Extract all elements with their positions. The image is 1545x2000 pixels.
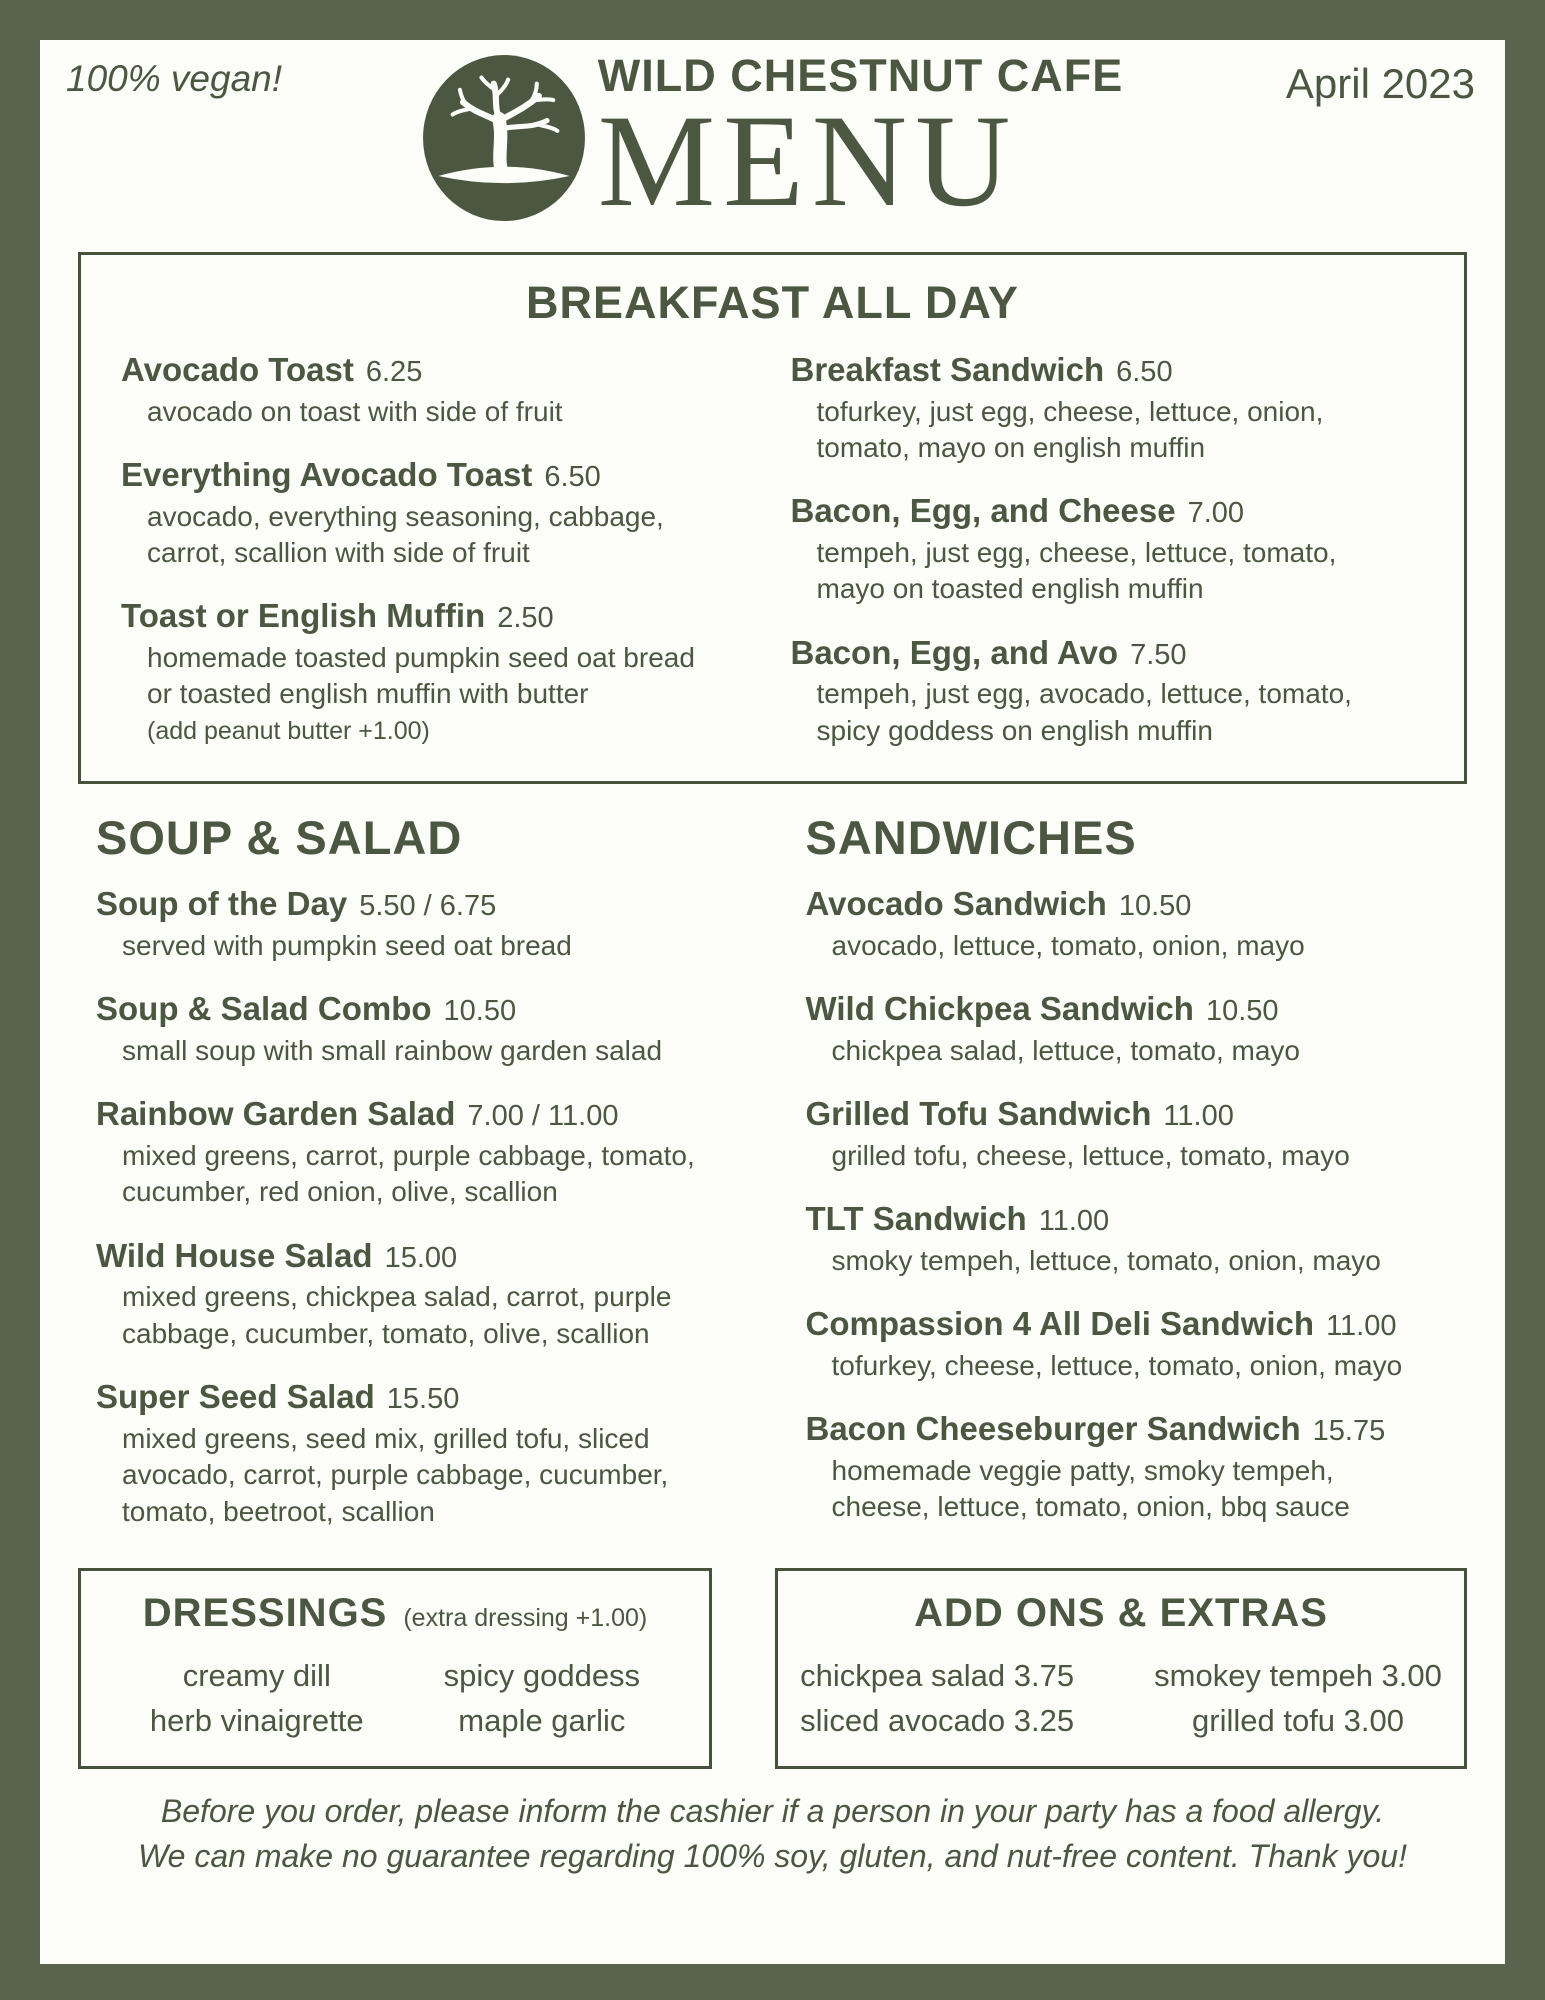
item-price: 7.50 — [1130, 638, 1187, 671]
list-item: grilled tofu 3.00 — [1192, 1702, 1404, 1738]
menu-item — [121, 458, 755, 571]
issue-date: April 2023 — [1285, 60, 1475, 107]
item-name: Bacon, Egg, and Cheese — [790, 492, 1176, 530]
menu-item — [790, 633, 1435, 749]
item-price: 11.00 — [1038, 1205, 1110, 1238]
menu-item — [96, 992, 758, 1069]
item-name: TLT Sandwich — [805, 1200, 1027, 1238]
item-desc: tofurkey, cheese, lettuce, tomato, onion, mayo — [831, 1350, 1403, 1382]
item-price: 11.00 — [1326, 1310, 1397, 1343]
item-name: Everything Avocado Toast — [121, 456, 533, 494]
section-title: SOUP & SALAD — [96, 811, 463, 865]
item-name: Soup & Salad Combo — [96, 990, 432, 1028]
item-name: Compassion 4 All Deli Sandwich — [805, 1305, 1315, 1343]
item-price: 2.50 — [497, 602, 554, 635]
allergy-note-line2: We can make no guarantee regarding 100% soy, gluten, and nut-free content. Thank you! — [138, 1837, 1407, 1874]
menu-item — [121, 599, 755, 747]
addons-column-1 — [800, 1654, 1074, 1744]
item-name: Bacon Cheeseburger Sandwich — [805, 1410, 1301, 1448]
list-item: smokey tempeh 3.00 — [1154, 1657, 1442, 1693]
item-price: 10.50 — [1205, 995, 1279, 1028]
menu-item — [96, 1236, 758, 1352]
item-price: 6.50 — [544, 461, 601, 494]
menu-title: MENU — [597, 86, 1019, 234]
item-desc: small soup with small rainbow garden salad — [122, 1034, 663, 1066]
list-item: spicy goddess — [443, 1657, 641, 1693]
soup-salad-section — [78, 811, 758, 1558]
item-name: Grilled Tofu Sandwich — [805, 1095, 1152, 1133]
item-name: Toast or English Muffin — [121, 597, 486, 635]
item-name: Avocado Toast — [121, 351, 354, 388]
addons-box — [775, 1568, 1467, 1769]
item-desc: chickpea salad, lettuce, tomato, mayo — [831, 1034, 1300, 1066]
item-desc: tempeh, just egg, cheese, lettuce, tomato, mayo on toasted english muffin — [816, 537, 1337, 605]
dressings-column-2 — [444, 1654, 640, 1744]
addons-column-2 — [1154, 1654, 1442, 1744]
section-title: SANDWICHES — [805, 811, 1137, 865]
item-price: 11.00 — [1163, 1100, 1234, 1133]
item-price: 6.50 — [1116, 356, 1173, 388]
item-price: 7.00 — [1187, 497, 1245, 530]
menu-item — [96, 1380, 758, 1530]
menu-page — [40, 40, 1505, 1964]
item-price: 6.25 — [365, 356, 423, 388]
item-desc: mixed greens, chickpea salad, carrot, purple cabbage, cucumber, tomato, olive, scallion — [122, 1281, 672, 1349]
item-price: 15.75 — [1312, 1415, 1386, 1448]
sandwiches-section — [788, 811, 1468, 1558]
item-name: Super Seed Salad — [96, 1378, 375, 1416]
breakfast-left-column — [111, 353, 755, 777]
allergy-note — [40, 1789, 1505, 1879]
box-title: DRESSINGS — [142, 1590, 388, 1635]
list-item: maple garlic — [458, 1702, 626, 1738]
dressings-box — [78, 1568, 712, 1769]
item-price: 15.50 — [386, 1383, 460, 1416]
box-title: ADD ONS & EXTRAS — [914, 1590, 1328, 1635]
item-desc: mixed greens, carrot, purple cabbage, tomato, cucumber, red onion, olive, scallion — [122, 1139, 695, 1208]
item-name: Wild House Salad — [96, 1236, 373, 1274]
item-name: Rainbow Garden Salad — [96, 1095, 456, 1133]
item-desc: avocado on toast with side of fruit — [147, 395, 563, 427]
menu-item — [806, 1307, 1468, 1384]
item-desc: smoky tempeh, lettuce, tomato, onion, mayo — [831, 1245, 1381, 1276]
section-title: BREAKFAST ALL DAY — [526, 277, 1019, 328]
logo-lockup — [40, 49, 1505, 234]
list-item: chickpea salad 3.75 — [800, 1657, 1075, 1693]
header — [40, 40, 1505, 252]
item-price: 7.00 / 11.00 — [467, 1100, 619, 1133]
item-name: Bacon, Egg, and Avo — [790, 633, 1119, 671]
item-price: 10.50 — [443, 995, 517, 1028]
breakfast-section — [78, 252, 1467, 784]
item-desc: served with pumpkin seed oat bread — [122, 929, 572, 961]
item-desc: avocado, lettuce, tomato, onion, mayo — [831, 929, 1305, 961]
menu-item — [806, 1097, 1468, 1174]
item-price: 5.50 / 6.75 — [359, 890, 497, 923]
breakfast-right-column — [791, 353, 1435, 777]
item-price: 10.50 — [1118, 890, 1192, 923]
list-item: sliced avocado 3.25 — [800, 1702, 1075, 1738]
brand-name: WILD CHESTNUT CAFE — [597, 49, 1124, 101]
item-desc: homemade toasted pumpkin seed oat bread or toasted english muffin with butter — [147, 642, 695, 710]
menu-item — [96, 887, 758, 964]
item-note: (add peanut butter +1.00) — [147, 716, 430, 745]
menu-item — [96, 1097, 758, 1210]
item-desc: tempeh, just egg, avocado, lettuce, tomato, spicy goddess on english muffin — [816, 678, 1352, 746]
menu-item — [806, 992, 1468, 1069]
item-desc: grilled tofu, cheese, lettuce, tomato, mayo — [831, 1139, 1350, 1171]
menu-item — [806, 1202, 1468, 1279]
menu-item — [791, 494, 1435, 607]
item-desc: mixed greens, seed mix, grilled tofu, sliced avocado, carrot, purple cabbage, cucumber, tomato, beetroot, scallion — [122, 1422, 669, 1527]
item-desc: avocado, everything seasoning, cabbage, carrot, scallion with side of fruit — [147, 500, 664, 569]
tree-logo-icon — [422, 52, 586, 222]
list-item: herb vinaigrette — [149, 1702, 364, 1738]
item-name: Wild Chickpea Sandwich — [805, 990, 1194, 1028]
dressings-column-1 — [150, 1654, 364, 1744]
brand-block — [597, 49, 1124, 234]
item-name: Breakfast Sandwich — [790, 351, 1105, 388]
menu-item — [121, 353, 755, 430]
item-desc: tofurkey, just egg, cheese, lettuce, onion, tomato, mayo on english muffin — [816, 395, 1324, 464]
menu-item — [806, 887, 1468, 964]
box-note: (extra dressing +1.00) — [403, 1603, 648, 1632]
menu-item — [806, 1412, 1468, 1525]
list-item: creamy dill — [182, 1657, 331, 1693]
allergy-note-line1: Before you order, please inform the cashier if a person in your party has a food allergy. — [160, 1792, 1385, 1829]
menu-item — [791, 353, 1435, 466]
item-price: 15.00 — [384, 1241, 458, 1274]
item-desc: homemade veggie patty, smoky tempeh, cheese, lettuce, tomato, onion, bbq sauce — [831, 1455, 1350, 1523]
vegan-note: 100% vegan! — [66, 58, 283, 99]
item-name: Soup of the Day — [96, 885, 348, 923]
item-name: Avocado Sandwich — [805, 885, 1107, 923]
